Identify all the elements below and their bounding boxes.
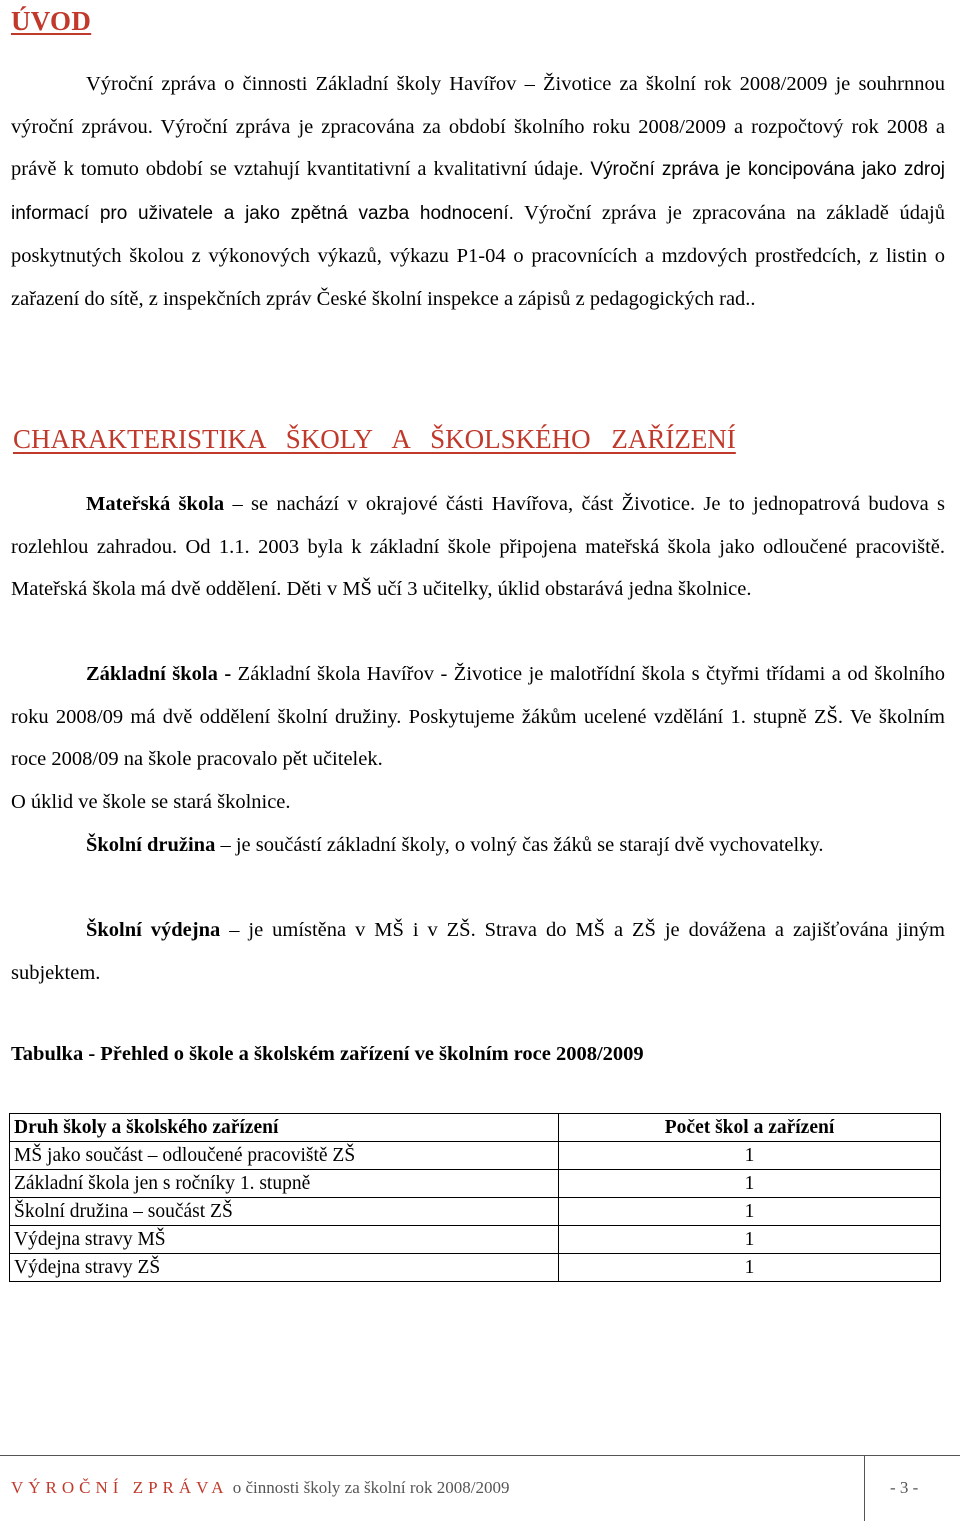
- table-cell: 1: [559, 1198, 941, 1226]
- table-row: [10, 1170, 941, 1198]
- zs-paragraph-2: [11, 781, 945, 824]
- section-title-charakteristika: CHARAKTERISTIKA ŠKOLY A ŠKOLSKÉHO ZAŘÍZENÍ: [13, 424, 736, 454]
- table-row: [10, 1226, 941, 1254]
- sv-text: – je umístěna v MŠ i v ZŠ. Strava do MŠ a ZŠ je dovážena a zajišťována jiným subjektem.: [11, 919, 945, 984]
- overview-table: [9, 1113, 941, 1282]
- zs-label: Základní škola -: [86, 663, 232, 685]
- footer-separator: [864, 1455, 865, 1521]
- intro-text: Výroční zpráva o činnosti Základní školy Havířov – Životice za školní rok 2008/2009 je souhrnnou výroční zprávou. Výroční zpráva je zpracována za období školního roku 2008/2009 a rozpočtový rok 2008 a právě k tomuto období se vztahují kvantitativní a kvalitativní údaje.: [11, 73, 945, 180]
- ms-paragraph: [11, 483, 945, 611]
- sd-text: – je součástí základní školy, o volný čas žáků se starají dvě vychovatelky.: [215, 834, 824, 856]
- table-cell: Školní družina – součást ZŠ: [10, 1198, 559, 1226]
- table-header: Druh školy a školského zařízení: [10, 1114, 559, 1142]
- sv-label: Školní výdejna: [86, 919, 221, 941]
- intro-text-sans: Výroční zpráva je koncipována jako zdroj informací pro uživatele a jako zpětná vazba hodnocení.: [11, 159, 945, 224]
- table-title: Tabulka - Přehled o škole a školském zařízení ve školním roce 2008/2009: [11, 1043, 644, 1065]
- footer-spaced-title: VÝROČNÍ ZPRÁVA: [11, 1478, 229, 1497]
- table-header-row: [10, 1114, 941, 1142]
- table-cell: Výdejna stravy ZŠ: [10, 1254, 559, 1282]
- table-cell: 1: [559, 1170, 941, 1198]
- footer-text: o činnosti školy za školní rok 2008/2009: [232, 1478, 510, 1497]
- page-number: - 3 -: [890, 1478, 919, 1497]
- table-header: Počet škol a zařízení: [559, 1114, 941, 1142]
- table-row: [10, 1254, 941, 1282]
- sd-paragraph: [11, 824, 945, 867]
- zs-text: Základní škola Havířov - Životice je malotřídní škola s čtyřmi třídami a od školního roku 2008/09 má dvě oddělení školní družiny. Poskytujeme žákům ucelené vzdělání 1. stupně ZŠ. Ve školním roce 2008/09 na škole pracovalo pět učitelek.: [11, 663, 945, 770]
- table-cell: 1: [559, 1226, 941, 1254]
- section-title-uvod: ÚVOD: [11, 6, 92, 36]
- intro-paragraph: [11, 63, 945, 320]
- ms-label: Mateřská škola: [86, 493, 225, 515]
- sd-label: Školní družina: [86, 834, 216, 856]
- table-row: [10, 1198, 941, 1226]
- table-cell: 1: [559, 1254, 941, 1282]
- table-cell: MŠ jako součást – odloučené pracoviště ZŠ: [10, 1142, 559, 1170]
- zs-text-2: O úklid ve škole se stará školnice.: [11, 791, 291, 813]
- intro-text-end: Výroční zpráva je zpracována na základě údajů poskytnutých školou z výkonových výkazů, výkazu P1-04 o pracovnících a mzdových prostředcích, z listin o zařazení do sítě, z inspekčních zpráv České školní inspekce a zápisů z pedagogických rad..: [11, 201, 945, 310]
- zs-paragraph: [11, 653, 945, 781]
- table-cell: 1: [559, 1142, 941, 1170]
- footer-title: [11, 1478, 509, 1498]
- footer-divider: [0, 1455, 960, 1456]
- table-cell: Výdejna stravy MŠ: [10, 1226, 559, 1254]
- sv-paragraph: [11, 909, 945, 994]
- table-row: [10, 1142, 941, 1170]
- table-cell: Základní škola jen s ročníky 1. stupně: [10, 1170, 559, 1198]
- ms-text: – se nachází v okrajové části Havířova, část Životice. Je to jednopatrová budova s rozlehlou zahradou. Od 1.1. 2003 byla k základní škole připojena mateřská škola jako odloučené pracoviště. Mateřská škola má dvě oddělení. Děti v MŠ učí 3 učitelky, úklid obstarává jedna školnice.: [11, 493, 945, 600]
